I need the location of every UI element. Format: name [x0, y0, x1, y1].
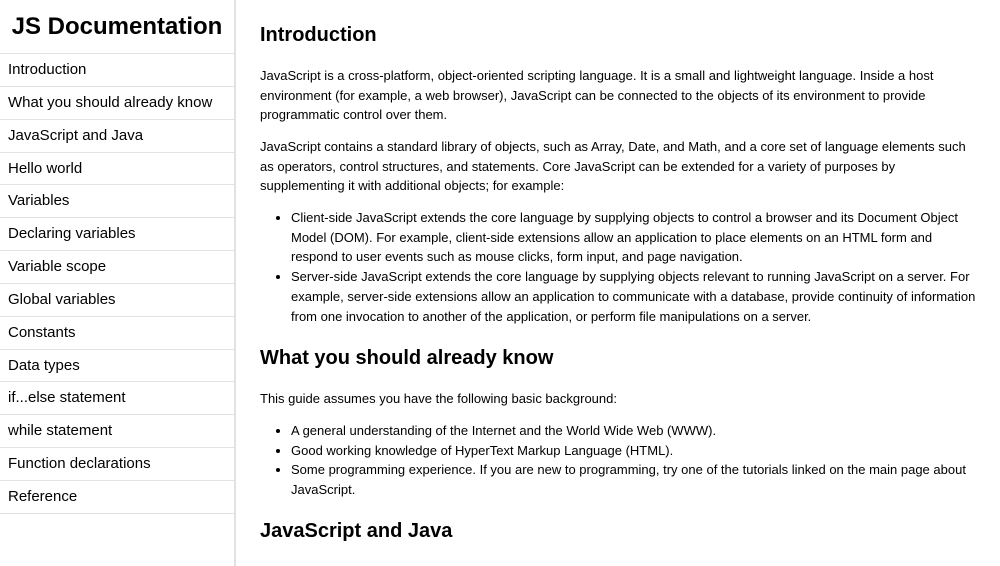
paragraph: This guide assumes you have the following basic background: [260, 391, 617, 406]
section-title-introduction: Introduction [260, 24, 377, 46]
nav-list [0, 54, 234, 514]
nav-link-javascript-and-java[interactable]: JavaScript and Java [0, 120, 234, 153]
list-item: • Client-side JavaScript extends the core language by supplying objects to control a browser and its Document Object Model (DOM). For example, client-side extensions allow an application to place elements on an HTML form and respond to user events such as mouse clicks, form input, and page navigation. [291, 208, 982, 267]
nav-item [0, 218, 234, 251]
navbar [0, 0, 236, 566]
list-item: • A general understanding of the Internet and the World Wide Web (WWW). [291, 421, 982, 441]
nav-link-if-else-statement[interactable]: if...else statement [0, 382, 234, 415]
nav-link-declaring-variables[interactable]: Declaring variables [0, 218, 234, 251]
bullet-list [260, 208, 982, 326]
nav-link-global-variables[interactable]: Global variables [0, 284, 234, 317]
main-content [260, 0, 982, 566]
nav-link-variable-scope[interactable]: Variable scope [0, 251, 234, 284]
nav-item [0, 284, 234, 317]
nav-item [0, 251, 234, 284]
list-item: • Good working knowledge of HyperText Markup Language (HTML). [291, 441, 982, 461]
section-title-javascript-and-java: JavaScript and Java [260, 520, 453, 542]
nav-item [0, 120, 234, 153]
nav-item [0, 350, 234, 383]
nav-item [0, 481, 234, 514]
paragraph: JavaScript is a cross-platform, object-oriented scripting language. It is a small and lightweight language. Inside a host environment (for example, a web browser), JavaScript can be connected to the objects of its environment to provide programmatic control over them. [260, 68, 934, 123]
nav-link-hello-world[interactable]: Hello world [0, 153, 234, 186]
paragraph: JavaScript contains a standard library of objects, such as Array, Date, and Math, and a core set of language elements such as operators, control structures, and statements. Core JavaScript can be extended for a variety of purposes by supplementing it with additional objects; for example: [260, 139, 966, 194]
nav-item [0, 415, 234, 448]
nav-link-variables[interactable]: Variables [0, 185, 234, 218]
nav-link-data-types[interactable]: Data types [0, 350, 234, 383]
sidebar-title: JS Documentation [0, 0, 234, 54]
section-title-what-you-should-already-know: What you should already know [260, 347, 554, 369]
nav-link-introduction[interactable]: Introduction [0, 54, 234, 87]
nav-item [0, 185, 234, 218]
nav-link-function-declarations[interactable]: Function declarations [0, 448, 234, 481]
nav-item [0, 153, 234, 186]
nav-item [0, 317, 234, 350]
list-item: • Some programming experience. If you are new to programming, try one of the tutorials linked on the main page about JavaScript. [291, 460, 982, 499]
nav-item [0, 448, 234, 481]
list-item: • Server-side JavaScript extends the core language by supplying objects relevant to running JavaScript on a server. For example, server-side extensions allow an application to communicate with a database, provide continuity of information from one invocation to another of the application, or perform file manipulations on a server. [291, 267, 982, 326]
bullet-list [260, 421, 982, 500]
nav-link-constants[interactable]: Constants [0, 317, 234, 350]
nav-link-reference[interactable]: Reference [0, 481, 234, 514]
nav-item [0, 54, 234, 87]
nav-link-what-you-should-already-know[interactable]: What you should already know [0, 87, 234, 120]
nav-item [0, 382, 234, 415]
nav-link-while-statement[interactable]: while statement [0, 415, 234, 448]
nav-item [0, 87, 234, 120]
